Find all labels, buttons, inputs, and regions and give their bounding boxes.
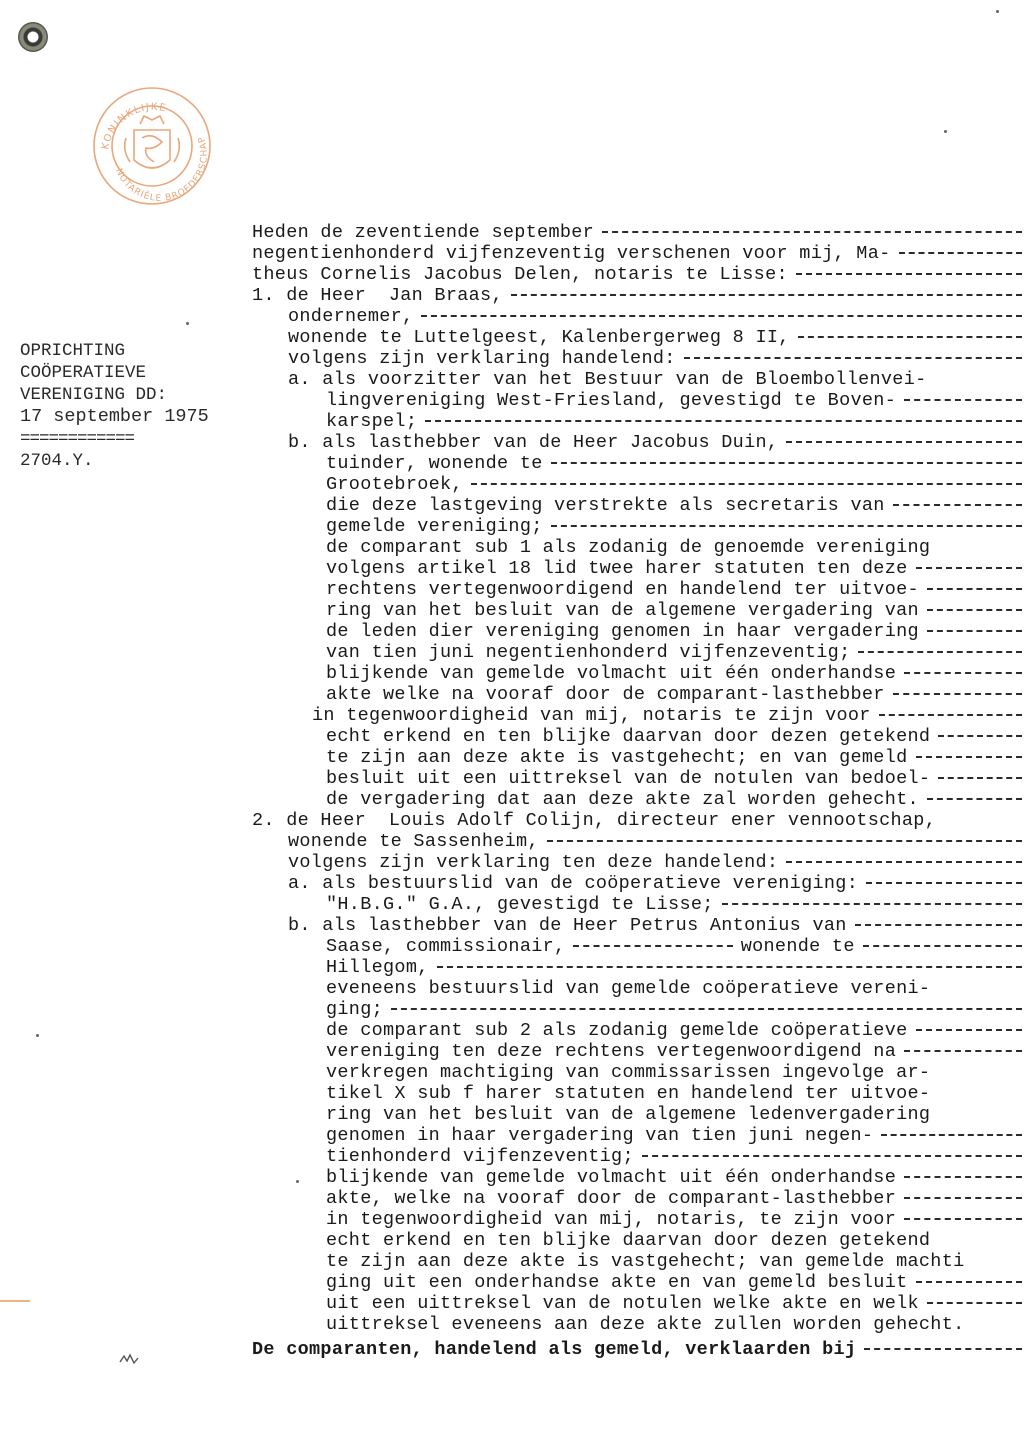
- deed-line: echt erkend en ten blijke daarvan door dezen getekend: [252, 726, 1022, 747]
- deed-line: ondernemer,: [252, 306, 1022, 327]
- paper-speck: [36, 1034, 39, 1037]
- seal-text-bottom: NOTARIËLE BROEDERSCHAP: [113, 134, 210, 204]
- deed-line: de leden dier vereniging genomen in haar vergadering: [252, 621, 1022, 642]
- margin-title-2: COÖPERATIEVE: [20, 363, 147, 383]
- deed-line: a. als voorzitter van het Bestuur van de Bloembollenvei-: [288, 369, 927, 390]
- deed-line: b. als lasthebber van de Heer Petrus Antonius van: [252, 915, 1022, 936]
- deed-line: 1. de Heer Jan Braas,: [252, 285, 1022, 306]
- deed-line: eveneens bestuurslid van gemelde coöperatieve vereni-: [326, 978, 931, 999]
- deed-body: [252, 222, 1022, 1360]
- deed-line: akte welke na vooraf door de comparant-lasthebber: [252, 684, 1022, 705]
- margin-rule: ============: [20, 429, 135, 449]
- deed-line: te zijn aan deze akte is vastgehecht; en van gemeld: [252, 747, 1022, 768]
- deed-line: uit een uittreksel van de notulen welke akte en welk: [252, 1293, 1022, 1314]
- margin-reference: 2704.Y.: [20, 451, 94, 471]
- deed-line: volgens zijn verklaring handelend:: [252, 348, 1022, 369]
- deed-line: verkregen machtiging van commissarissen ingevolge ar-: [326, 1062, 931, 1083]
- deed-line: echt erkend en ten blijke daarvan door dezen getekend: [326, 1230, 931, 1251]
- deed-line: de vergadering dat aan deze akte zal worden gehecht.: [252, 789, 1022, 810]
- deed-line: Heden de zeventiende september: [252, 222, 1022, 243]
- deed-line: ring van het besluit van de algemene ledenvergadering: [326, 1104, 931, 1125]
- deed-line: b. als lasthebber van de Heer Jacobus Duin,: [252, 432, 1022, 453]
- seal-text-top: KONINKLIJKE: [100, 101, 169, 151]
- deed-line: akte, welke na vooraf door de comparant-lasthebber: [252, 1188, 1022, 1209]
- deed-line: volgens zijn verklaring ten deze handelend:: [252, 852, 1022, 873]
- deed-line: besluit uit een uittreksel van de notulen van bedoel-: [252, 768, 1022, 789]
- deed-line: gemelde vereniging;: [252, 516, 1022, 537]
- deed-line: uittreksel eveneens aan deze akte zullen worden gehecht.: [326, 1314, 965, 1335]
- deed-line: wonende te Luttelgeest, Kalenbergerweg 8 II,: [252, 327, 1022, 348]
- deed-line: blijkende van gemelde volmacht uit één onderhandse: [252, 663, 1022, 684]
- deed-line: de comparant sub 1 als zodanig de genoemde vereniging: [326, 537, 931, 558]
- deed-line: De comparanten, handelend als gemeld, verklaarden bij: [252, 1339, 1022, 1360]
- deed-line: Grootebroek,: [252, 474, 1022, 495]
- paper-speck: [186, 322, 189, 325]
- deed-line: die deze lastgeving verstrekte als secretaris van: [252, 495, 1022, 516]
- svg-text:NOTARIËLE BROEDERSCHAP: [113, 134, 210, 203]
- binder-grommet: [18, 22, 48, 52]
- deed-line: theus Cornelis Jacobus Delen, notaris te Lisse:: [252, 264, 1022, 285]
- margin-title-1: OPRICHTING: [20, 341, 126, 361]
- deed-line: negentienhonderd vijfenzeventig verschenen voor mij, Ma-: [252, 243, 1022, 264]
- deed-line: te zijn aan deze akte is vastgehecht; van gemelde machti: [326, 1251, 965, 1272]
- deed-line: tikel X sub f harer statuten en handelend ter uitvoe-: [326, 1083, 931, 1104]
- deed-line: volgens artikel 18 lid twee harer statuten ten deze: [252, 558, 1022, 579]
- deed-line: ring van het besluit van de algemene vergadering van: [252, 600, 1022, 621]
- margin-date: 17 september 1975: [20, 406, 209, 427]
- deed-line: a. als bestuurslid van de coöperatieve vereniging:: [252, 873, 1022, 894]
- deed-line: in tegenwoordigheid van mij, notaris, te zijn voor: [252, 1209, 1022, 1230]
- paper-speck: [296, 1180, 299, 1183]
- paper-edge-mark: [0, 1300, 30, 1302]
- deed-line: tuinder, wonende te: [252, 453, 1022, 474]
- deed-line: genomen in haar vergadering van tien juni negen-: [252, 1125, 1022, 1146]
- deed-line: ging uit een onderhandse akte en van gemeld besluit: [252, 1272, 1022, 1293]
- paper-speck: [944, 130, 947, 133]
- paper-speck: [996, 10, 999, 13]
- deed-line: de comparant sub 2 als zodanig gemelde coöperatieve: [252, 1020, 1022, 1041]
- deed-line: rechtens vertegenwoordigend en handelend ter uitvoe-: [252, 579, 1022, 600]
- deed-line: blijkende van gemelde volmacht uit één onderhandse: [252, 1167, 1022, 1188]
- deed-line: van tien juni negentienhonderd vijfenzeventig;: [252, 642, 1022, 663]
- margin-title-3: VERENIGING DD:: [20, 385, 168, 405]
- margin-notes: [20, 340, 250, 472]
- ink-smudge: [118, 1352, 140, 1366]
- deed-line: ging;: [252, 999, 1022, 1020]
- deed-line: vereniging ten deze rechtens vertegenwoordigend na: [252, 1041, 1022, 1062]
- notary-seal-stamp: [88, 78, 216, 214]
- deed-line: wonende te Sassenheim,: [252, 831, 1022, 852]
- deed-line: Saase, commissionair, wonende te: [252, 936, 1022, 957]
- deed-line: "H.B.G." G.A., gevestigd te Lisse;: [252, 894, 1022, 915]
- deed-line: lingvereniging West-Friesland, gevestigd te Boven-: [252, 390, 1022, 411]
- deed-line: karspel;: [252, 411, 1022, 432]
- deed-line: tienhonderd vijfenzeventig;: [252, 1146, 1022, 1167]
- deed-line: 2. de Heer Louis Adolf Colijn, directeur ener vennootschap,: [252, 810, 937, 831]
- deed-line: in tegenwoordigheid van mij, notaris te zijn voor: [252, 705, 1022, 726]
- deed-line: Hillegom,: [252, 957, 1022, 978]
